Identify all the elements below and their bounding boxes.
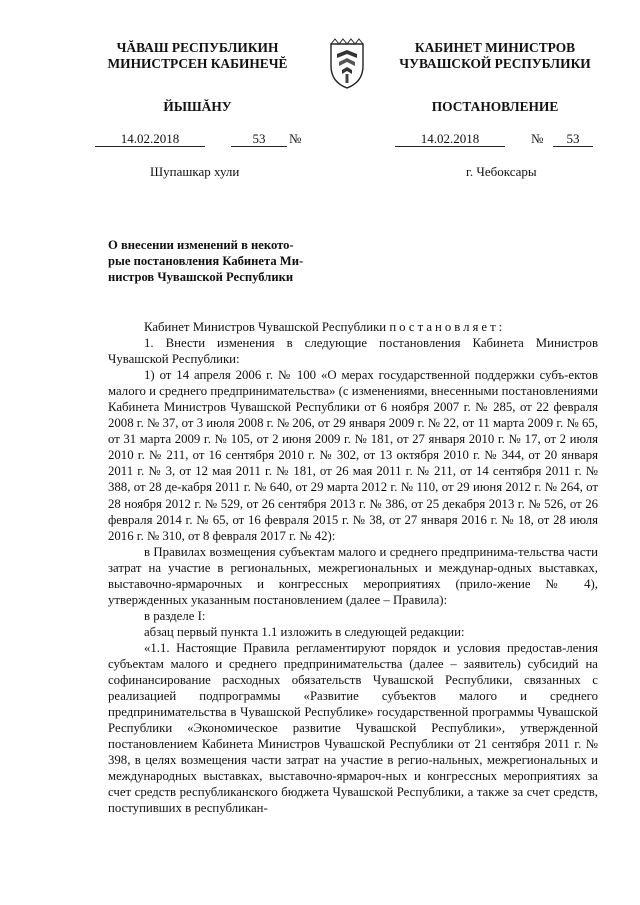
place-right: г. Чебоксары <box>466 164 537 179</box>
doc-number-right: 53 <box>553 131 593 147</box>
number-sign-right: № <box>531 131 544 146</box>
body-intro <box>108 319 598 335</box>
header-left-doctype: ЙЫШĂНУ <box>163 99 232 114</box>
body-paragraph-6: «1.1. Настоящие Правила регламентируют порядок и условия предостав-ления субъектам малого и среднего предпринимательства (далее – заявитель) субсидий на софинансирование расходных обязательств Чувашской Республики, связанных с реализацией подпрограммы «Развитие субъектов малого и среднего предпринимательства в Чувашской Республике» государственной программы Чувашской Республики «Экономическое развитие Чувашской Республики», утвержденной постановлением Кабинета Министров Чувашской Республики от 21 сентября 2011 г. № 398, в целях возмещения части затрат на участие в регио-нальных, межрегиональных и международных выставках, выставочно-ярмароч-ных и конгрессных мероприятиях за счет средств республиканского бюджета Чувашской Республики, а также за счет средств, поступивших в республикан- <box>108 640 598 816</box>
chuvash-republic-emblem-icon <box>327 38 367 90</box>
header-left-line2: МИНИСТРСЕН КАБИНЕЧĔ <box>107 56 288 71</box>
header-right-title <box>395 40 595 72</box>
doc-number-left: 53 <box>231 131 287 147</box>
document-body <box>108 319 598 816</box>
place-left: Шупашкар хули <box>150 164 240 179</box>
doc-date-left: 14.02.2018 <box>95 131 205 147</box>
subject-line-2: рые постановления Кабинета Ми- <box>108 254 304 268</box>
body-paragraph-5: абзац первый пункта 1.1 изложить в следующей редакции: <box>144 624 465 639</box>
header-right-doctype: ПОСТАНОВЛЕНИЕ <box>431 99 559 114</box>
body-paragraph-1: 1. Внести изменения в следующие постановления Кабинета Министров Чувашской Республики: <box>108 336 598 367</box>
subject-line-3: нистров Чувашской Республики <box>108 270 294 284</box>
header-left-line1: ЧĂВАШ РЕСПУБЛИКИН <box>116 40 279 55</box>
body-paragraph-4: в разделе I: <box>144 608 206 623</box>
body-paragraph-2: 1) от 14 апреля 2006 г. № 100 «О мерах государственной поддержки субъ-ектов малого и среднего предпринимательства» (с изменениями, внесенными постановлениями Кабинета Министров Чувашской Республики от 6 ноября 2007 г. № 285, от 22 февраля 2008 г. № 37, от 3 июля 2008 г. № 206, от 29 января 2009 г. № 22, от 11 марта 2009 г. № 65, от 31 марта 2009 г. № 105, от 2 июня 2009 г. № 181, от 27 января 2010 г. № 17, от 2 июля 2010 г. № 211, от 16 сентября 2010 г. № 302, от 13 октября 2010 г. № 344, от 20 января 2011 г. № 3, от 12 мая 2011 г. № 181, от 26 мая 2011 г. № 211, от 14 сентября 2011 г. № 388, от 28 де-кабря 2011 г. № 640, от 29 марта 2012 г. № 110, от 29 июня 2012 г. № 264, от 28 ноября 2012 г. № 529, от 26 сентября 2013 г. № 386, от 25 декабря 2013 г. № 526, от 26 февраля 2014 г. № 65, от 16 февраля 2015 г. № 38, от 27 января 2016 г. № 18, от 28 июля 2016 г. № 310, от 8 февраля 2017 г. № 42): <box>108 368 598 543</box>
subject-line-1: О внесении изменений в некото- <box>108 238 294 252</box>
body-intro-text: Кабинет Министров Чувашской Республики <box>144 320 390 334</box>
body-paragraph-3: в Правилах возмещения субъектам малого и среднего предпринима-тельства части затрат на участие в региональных, межрегиональных и междунар-одных выставках, выставочно-ярмарочных и конгрессных мероприятиях (прило-жение № 4), утвержденных указанным постановлением (далее – Правила): <box>108 544 598 607</box>
number-sign-left: № <box>289 131 302 146</box>
body-intro-resolves: постановляет: <box>389 320 506 334</box>
header-right-line2: ЧУВАШСКОЙ РЕСПУБЛИКИ <box>399 56 591 71</box>
header-left-title <box>95 40 300 72</box>
document-subject <box>108 237 336 285</box>
header-right-line1: КАБИНЕТ МИНИСТРОВ <box>414 40 576 55</box>
doc-date-right: 14.02.2018 <box>395 131 505 147</box>
